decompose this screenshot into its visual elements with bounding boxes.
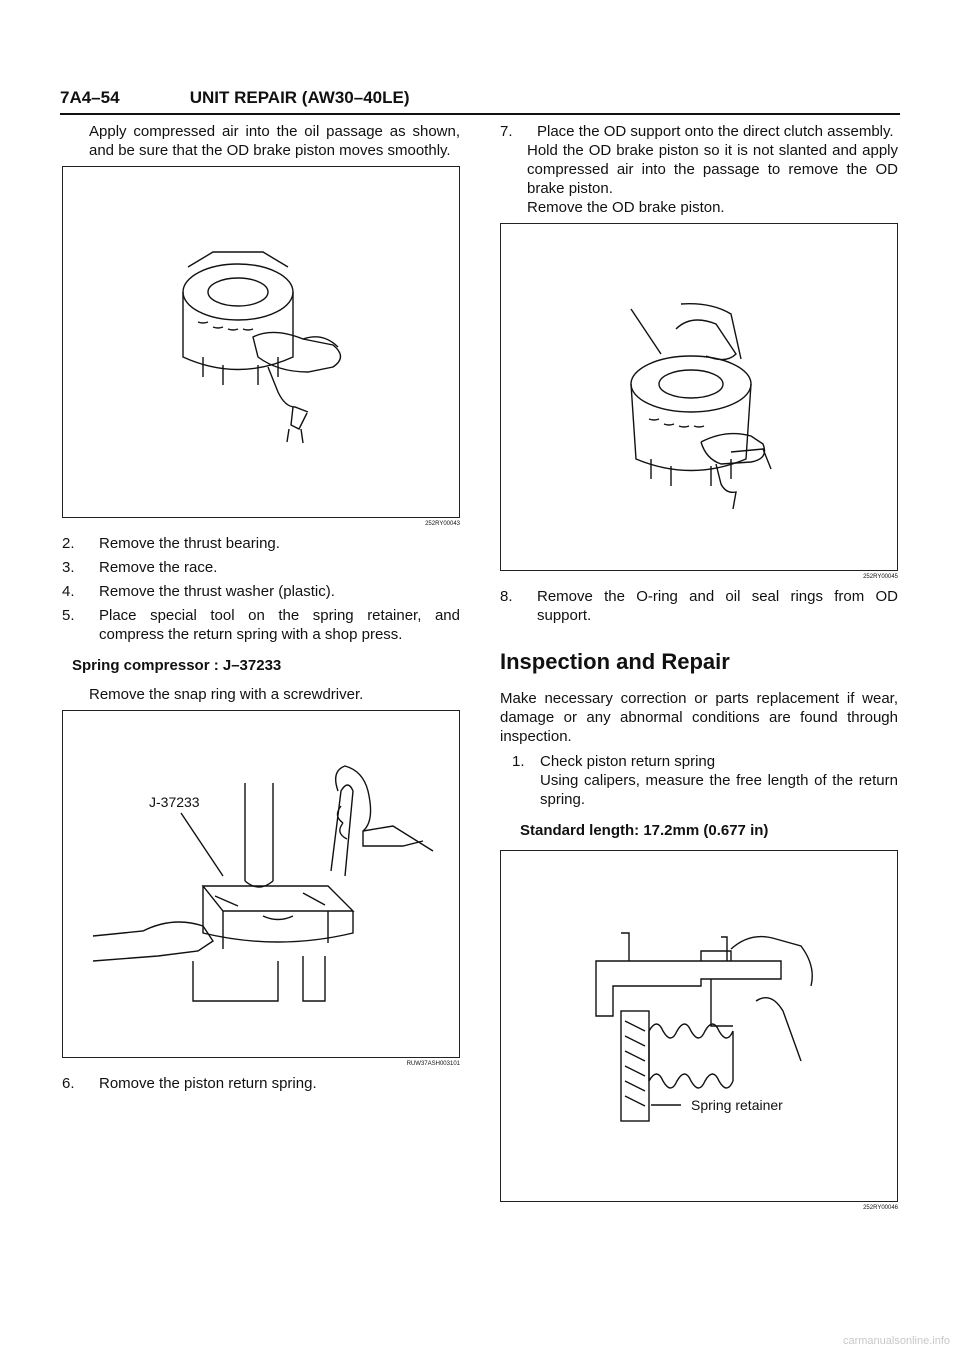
step-text: Place the OD support onto the direct clutch assembly. — [537, 123, 894, 140]
step-text: Check piston return spring — [540, 753, 716, 770]
step-item — [62, 558, 460, 577]
figure-od-brake-air — [62, 166, 460, 518]
step-item — [500, 122, 898, 141]
figure-code: 252RY00043 — [425, 521, 460, 527]
step-number: 5. — [62, 607, 75, 624]
page-header — [60, 88, 410, 108]
step-7-detail: Hold the OD brake piston so it is not slanted and apply compressed air into the passage to remove the OD brake piston. — [527, 142, 898, 197]
step-text: Romove the piston return spring. — [99, 1075, 317, 1092]
step-number: 1. — [512, 753, 525, 770]
left-column — [62, 122, 460, 1098]
inspection-intro: Make necessary correction or parts replacement if wear, damage or any abnormal conditions are found through inspection. — [500, 690, 898, 745]
step-number: 4. — [62, 583, 75, 600]
step-number: 8. — [500, 588, 513, 605]
figure-code: 252RY00046 — [863, 1205, 898, 1211]
steps-list — [62, 534, 460, 644]
step-1-detail: Using calipers, measure the free length of the return spring. — [540, 772, 898, 808]
section-heading: Inspection and Repair — [500, 649, 730, 674]
step-text: Place special tool on the spring retainer, and compress the return spring with a shop press. — [99, 607, 460, 643]
step-item — [62, 582, 460, 601]
step-text: Remove the thrust washer (plastic). — [99, 583, 335, 600]
step-item — [62, 534, 460, 553]
od-brake-illustration — [63, 167, 459, 517]
spec-tool: Spring compressor : J–37233 — [72, 657, 282, 674]
step-item — [62, 1074, 460, 1093]
step-text: Remove the O-ring and oil seal rings from OD support. — [537, 588, 898, 624]
snap-ring-paragraph: Remove the snap ring with a screwdriver. — [89, 686, 364, 703]
page-code: 7A4–54 — [60, 88, 120, 107]
right-column — [500, 122, 898, 1218]
spring-retainer-label: Spring retainer — [691, 1097, 783, 1113]
header-rule — [60, 113, 900, 115]
spring-compressor-illustration — [63, 711, 459, 1057]
step-number: 3. — [62, 559, 75, 576]
od-piston-illustration — [501, 224, 897, 570]
figure-code: RUW37ASH003101 — [406, 1061, 460, 1067]
footer-watermark: carmanualsonline.info — [842, 1335, 950, 1347]
step-item — [500, 752, 898, 771]
step-7-detail-2: Remove the OD brake piston. — [527, 199, 725, 216]
figure-od-piston-removal — [500, 223, 898, 571]
tool-callout-label: J-37233 — [149, 794, 200, 810]
step-number: 2. — [62, 535, 75, 552]
figure-caliper-measure — [500, 850, 898, 1202]
figure-code: 252RY00045 — [863, 574, 898, 580]
step-number: 6. — [62, 1075, 75, 1092]
intro-paragraph: Apply compressed air into the oil passage as shown, and be sure that the OD brake piston moves smoothly. — [89, 123, 460, 159]
step-item — [500, 587, 898, 625]
spec-standard-length: Standard length: 17.2mm (0.677 in) — [520, 822, 769, 839]
figure-spring-compressor — [62, 710, 460, 1058]
page-title: UNIT REPAIR (AW30–40LE) — [189, 88, 410, 107]
step-text: Remove the race. — [99, 559, 218, 576]
step-item — [62, 606, 460, 644]
step-text: Remove the thrust bearing. — [99, 535, 280, 552]
caliper-illustration — [501, 851, 897, 1201]
step-number: 7. — [500, 123, 513, 140]
